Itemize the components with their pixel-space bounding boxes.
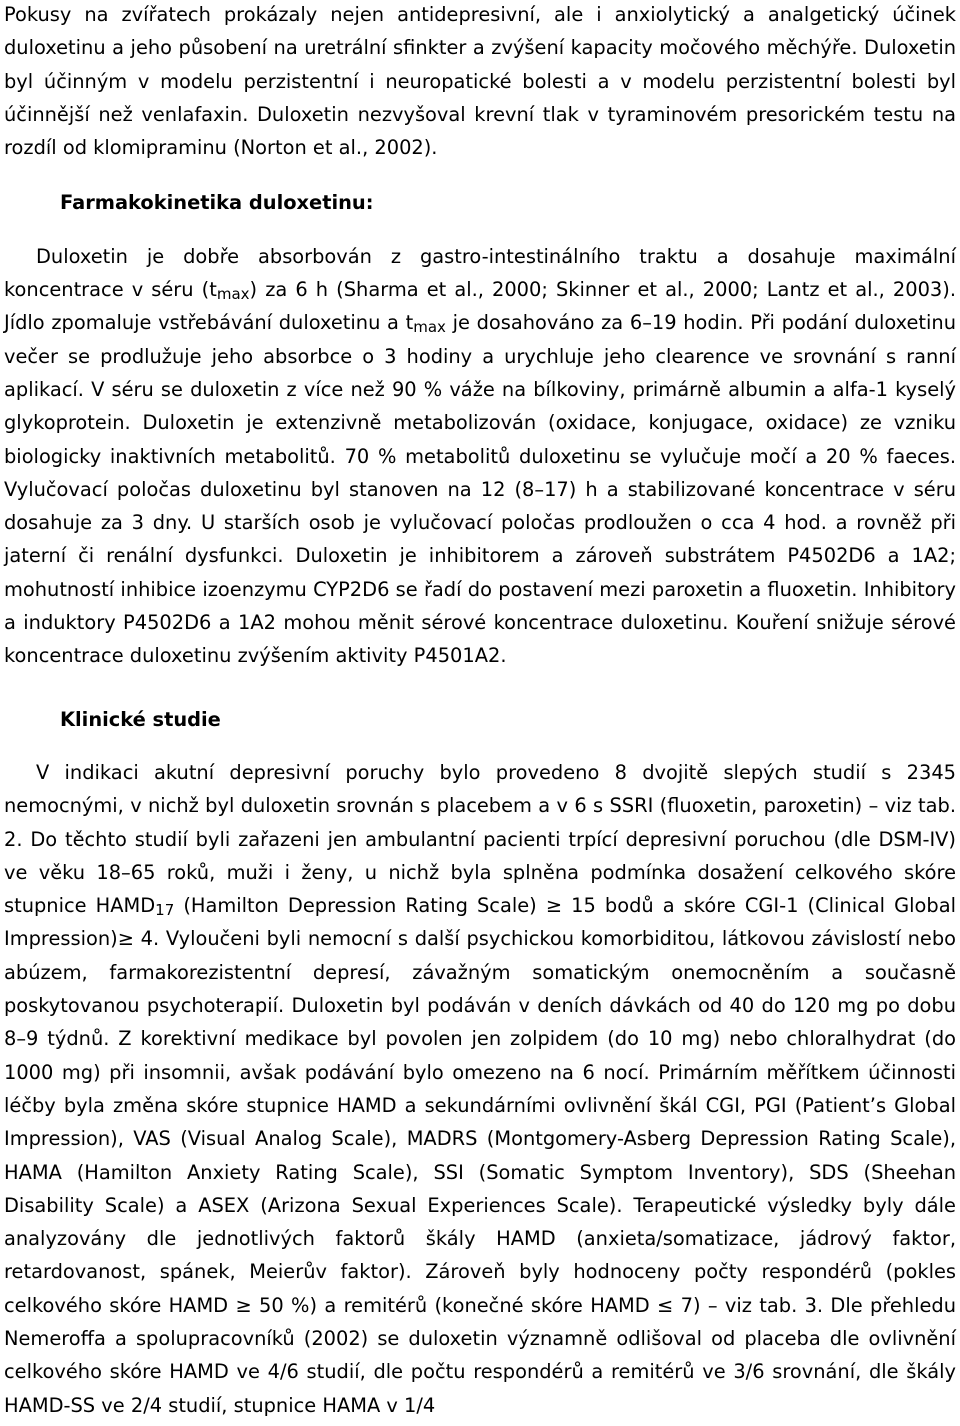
pk-subscript-max-2: max (413, 318, 446, 337)
clinical-text-part-1: V indikaci akutní depresivní poruchy bylo provedeno 8 dvojitě slepých studií s 2345 nemocnými, v nichž byl duloxetin srovnán s placebem a v 6 s SSRI (fluoxetin, paroxetin) – viz tab. 2. Do těchto studií byli zařazeni jen ambulantní pacienti trpící depresivní poruchou (dle DSM-IV) ve věku 18–65 roků, muži i ženy, u nichž byla splněna podmínka dosažení celkového skóre stupnice HAMD (4, 760, 956, 918)
pharmacokinetics-paragraph (4, 240, 956, 673)
spacer (4, 736, 956, 756)
hamd-subscript-17: 17 (155, 901, 175, 920)
spacer (4, 220, 956, 240)
pk-subscript-max-1: max (216, 285, 250, 304)
clinical-studies-paragraph (4, 756, 956, 1422)
spacer (4, 673, 956, 703)
pk-text-part-3: je dosahováno za 6–19 hodin. Při podání duloxetinu večer se prodlužuje jeho absorbce o 3 hodiny a urychluje jeho clearence ve srovnání s ranní aplikací. V séru se duloxetin z více než 90 % váže na bílkoviny, primárně albumin a alfa-1 kyselý glykoprotein. Duloxetin je extenzivně metabolizován (oxidace, konjugace, oxidace) ze vzniku biologicky inaktivních metabolitů. 70 % metabolitů duloxetinu se vylučuje močí a 20 % faeces. Vylučovací poločas duloxetinu byl stanoven na 12 (8–17) h a stabilizované koncentrace v séru dosahuje za 3 dny. U starších osob je vylučovací poločas prodloužen o cca 4 hod. a rovněž při jaterní či renální dysfunkci. Duloxetin je inhibitorem a zároveň substrátem P4502D6 a 1A2; mohutností inhibice izoenzymu CYP2D6 se řadí do postavení mezi paroxetin a fluoxetin. Inhibitory a induktory P4502D6 a 1A2 mohou měnit sérové koncentrace duloxetinu. Kouření snižuje sérové koncentrace duloxetinu zvýšením aktivity P4501A2. (4, 311, 956, 668)
clinical-studies-heading: Klinické studie (60, 707, 221, 731)
intro-paragraph: Pokusy na zvířatech prokázaly nejen antidepresivní, ale i anxiolytický a analgetický účinek duloxetinu a jeho působení na uretrální sfinkter a zvýšení kapacity močového měchýře. Duloxetin byl účinným v modelu perzistentní i neuropatické bolesti a v modelu perzistentní bolesti byl účinnější než venlafaxin. Duloxetin nezvyšoval krevní tlak v tyraminovém presorickém testu na rozdíl od klomipraminu (Norton et al., 2002). (4, 3, 956, 160)
pharmacokinetics-heading: Farmakokinetika duloxetinu: (60, 191, 374, 215)
spacer (4, 164, 956, 186)
pk-text-part-2: ) za 6 h (Sharma et al., 2000; Skinner et al., 2000; Lantz et al., 2003). Jídlo zpomaluje vstřebávání duloxetinu a t (4, 278, 956, 335)
pk-text-part-1: Duloxetin je dobře absorbován z gastro-intestinálního traktu a dosahuje maximální koncentrace v séru (t (4, 244, 956, 302)
clinical-text-part-2: (Hamilton Depression Rating Scale) ≥ 15 bodů a skóre CGI-1 (Clinical Global Impression)≥ 4. Vyloučeni byli nemocní s další psychickou komorbiditou, látkovou závislostí nebo abúzem, farmakorezistentní depresí, závažným somatickým onemocněním a současně poskytovanou psychoterapií. Duloxetin byl podáván v deních dávkách od 40 do 120 mg po dobu 8–9 týdnů. Z korektivní medikace byl povolen jen zolpidem (do 10 mg) nebo chloralhydrat (do 1000 mg) při insomnii, avšak podávání bylo omezeno na 6 nocí. Primárním měřítkem účinnosti léčby byla změna skóre stupnice HAMD a sekundárními ovlivnění škál CGI, PGI (Patient’s Global Impression), VAS (Visual Analog Scale), MADRS (Montgomery-Asberg Depression Rating Scale), HAMA (Hamilton Anxiety Rating Scale), SSI (Somatic Symptom Inventory), SDS (Sheehan Disability Scale) a ASEX (Arizona Sexual Experiences Scale). Terapeutické výsledky byly dále analyzovány dle jednotlivých faktorů škály HAMD (anxieta/somatizace, jádrový faktor, retardovanost, spánek, Meierův faktor). Zároveň byly hodnoceny počty respondérů (pokles celkového skóre HAMD ≥ 50 %) a remitérů (konečné skóre HAMD ≤ 7) – viz tab. 3. Dle přehledu Nemeroffa a spolupracovníků (2002) se duloxetin významně odlišoval od placeba dle ovlivnění celkového skóre HAMD ve 4/6 studií, dle počtu respondérů a remitérů ve 3/6 srovnání, dle škály HAMD-SS ve 2/4 studií, stupnice HAMA v 1/4 (4, 894, 956, 1417)
